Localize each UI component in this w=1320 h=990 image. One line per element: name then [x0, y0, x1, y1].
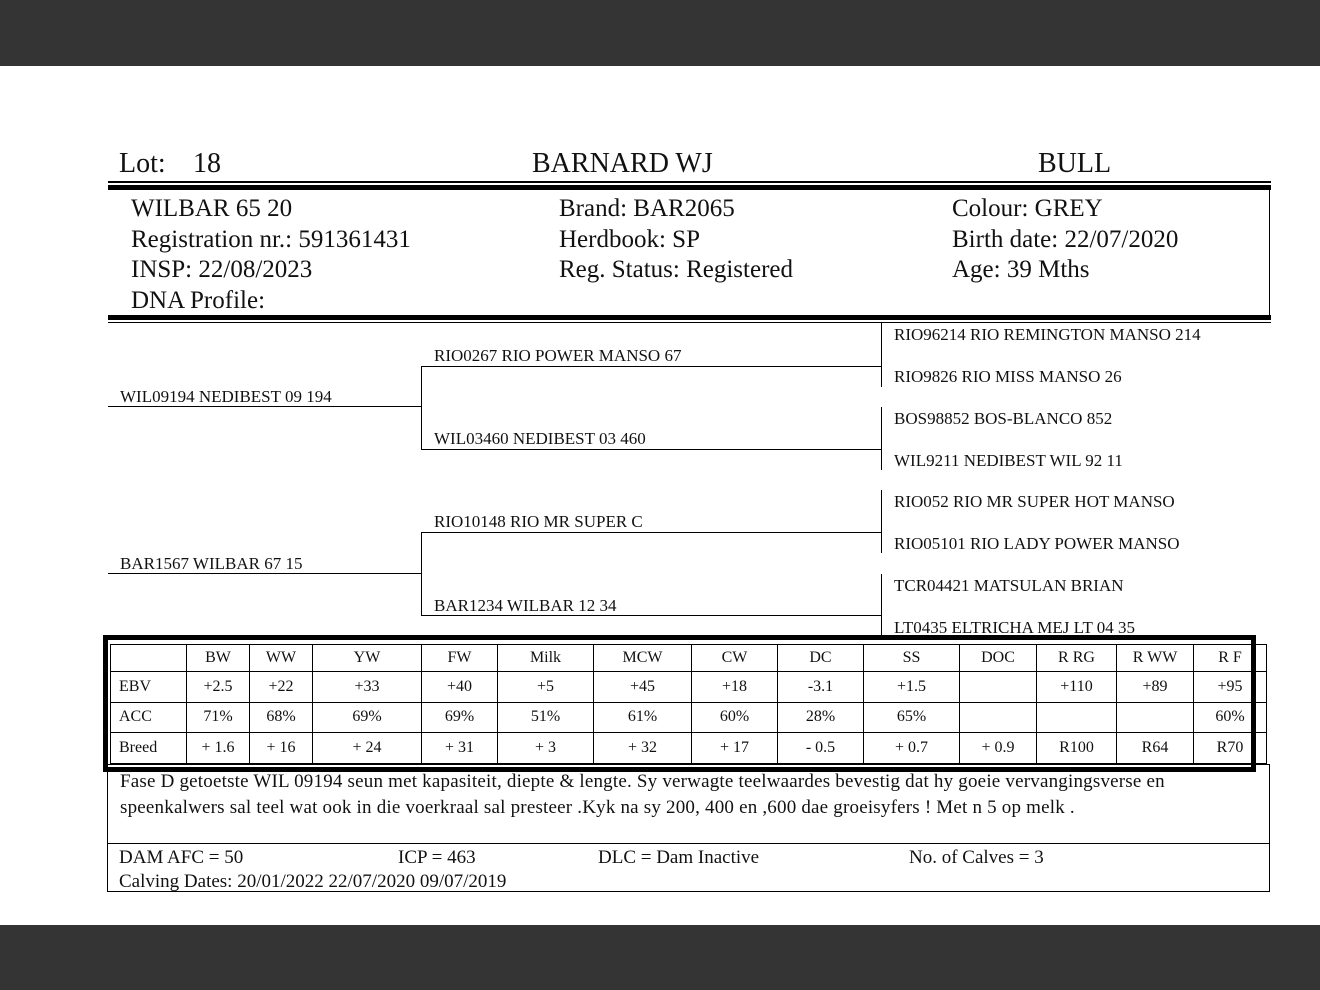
ebv-cell: -3.1 — [778, 672, 864, 703]
dam-dam-name: BAR1234 WILBAR 12 34 — [434, 596, 617, 615]
ebv-header-cell: WW — [250, 645, 313, 672]
comment-box — [107, 764, 1270, 892]
header-rule-thick — [108, 185, 1271, 190]
ebv-header-cell: DOC — [960, 645, 1037, 672]
ebv-cell: R64 — [1117, 733, 1194, 764]
sire-sire-line — [421, 366, 882, 367]
birth-date: Birth date: 22/07/2020 — [952, 226, 1179, 253]
table-row — [111, 702, 1267, 733]
dam-afc: DAM AFC = 50 — [119, 847, 244, 868]
ebv-cell: 60% — [692, 702, 778, 733]
ebv-cell: + 16 — [250, 733, 313, 764]
breeder-name: BARNARD WJ — [532, 148, 713, 179]
comment-text: Fase D getoetste WIL 09194 seun met kapasiteit, diepte & lengte. Sy verwagte teelwaardes bevestig dat hy goeie vervangingsverse en speenkalwers sal teel wat ook in die voerkraal sal presteer .Kyk na sy 200, 400 en ,600 dae groeisyfers ! Met n 5 op melk . — [120, 771, 1165, 818]
ebv-cell: 61% — [594, 702, 692, 733]
ebv-cell: R100 — [1037, 733, 1117, 764]
ebv-cell — [960, 672, 1037, 703]
ebv-cell: 51% — [498, 702, 594, 733]
ebv-cell: +2.5 — [187, 672, 250, 703]
header-rule-thin — [108, 181, 1271, 183]
ebv-header-cell: YW — [313, 645, 422, 672]
ebv-cell: + 0.7 — [864, 733, 960, 764]
gg-name-3: BOS98852 BOS-BLANCO 852 — [894, 409, 1113, 428]
ebv-cell: 69% — [422, 702, 498, 733]
gg-name-1: RIO96214 RIO REMINGTON MANSO 214 — [894, 325, 1201, 344]
ebv-header-cell: R F — [1194, 645, 1267, 672]
sire-name: WIL09194 NEDIBEST 09 194 — [120, 387, 332, 406]
table-row — [111, 733, 1267, 764]
gg-bracket-2 — [881, 407, 882, 470]
info-box-right-border — [1269, 190, 1270, 316]
ebv-cell: 69% — [313, 702, 422, 733]
inspection-date: INSP: 22/08/2023 — [131, 256, 313, 283]
dam-dam-line — [421, 615, 882, 616]
gg-name-2: RIO9826 RIO MISS MANSO 26 — [894, 367, 1122, 386]
lot-label: Lot: — [119, 148, 166, 179]
ebv-cell: R70 — [1194, 733, 1267, 764]
ebv-cell: +22 — [250, 672, 313, 703]
gg-bracket-4 — [881, 574, 882, 635]
ebv-cell: 71% — [187, 702, 250, 733]
dam-bracket — [421, 532, 422, 616]
gg-name-5: RIO052 RIO MR SUPER HOT MANSO — [894, 492, 1175, 511]
ebv-cell: + 24 — [313, 733, 422, 764]
gg-bracket-1 — [881, 323, 882, 387]
bottom-dark-band — [0, 925, 1320, 990]
ebv-cell: +18 — [692, 672, 778, 703]
ebv-header-cell: R WW — [1117, 645, 1194, 672]
sire-line — [108, 406, 421, 407]
ebv-cell: +95 — [1194, 672, 1267, 703]
ebv-cell: - 0.5 — [778, 733, 864, 764]
gg-bracket-3 — [881, 490, 882, 553]
calving-dates: Calving Dates: 20/01/2022 22/07/2020 09/07/2019 — [119, 871, 507, 892]
ebv-cell: + 0.9 — [960, 733, 1037, 764]
top-dark-band — [0, 0, 1320, 66]
herdbook: Herdbook: SP — [559, 226, 700, 253]
info-rule-thin — [108, 322, 1271, 323]
ebv-cell: + 17 — [692, 733, 778, 764]
gg-name-7: TCR04421 MATSULAN BRIAN — [894, 576, 1124, 595]
ebv-cell: 28% — [778, 702, 864, 733]
ebv-header-cell: CW — [692, 645, 778, 672]
number-of-calves: No. of Calves = 3 — [909, 847, 1044, 868]
lot-number: 18 — [193, 148, 221, 179]
registration-number: Registration nr.: 591361431 — [131, 226, 411, 253]
ebv-cell: +45 — [594, 672, 692, 703]
ebv-header-cell: FW — [422, 645, 498, 672]
dam-line — [108, 573, 421, 574]
ebv-header-cell: MCW — [594, 645, 692, 672]
colour: Colour: GREY — [952, 195, 1103, 222]
ebv-header-cell: DC — [778, 645, 864, 672]
ebv-cell: +5 — [498, 672, 594, 703]
ebv-header-cell: R RG — [1037, 645, 1117, 672]
dam-sire-line — [421, 532, 882, 533]
ebv-cell: +40 — [422, 672, 498, 703]
comment-separator — [108, 843, 1269, 844]
ebv-header-cell: BW — [187, 645, 250, 672]
ebv-cell: + 31 — [422, 733, 498, 764]
dna-profile: DNA Profile: — [131, 287, 266, 314]
ebv-row-label: Breed — [111, 733, 187, 764]
info-rule-thick — [108, 315, 1271, 320]
ebv-cell: +33 — [313, 672, 422, 703]
table-row — [111, 672, 1267, 703]
gg-name-8: LT0435 ELTRICHA MEJ LT 04 35 — [894, 618, 1136, 637]
sire-sire-name: RIO0267 RIO POWER MANSO 67 — [434, 346, 682, 365]
registration-status: Reg. Status: Registered — [559, 256, 793, 283]
gg-name-4: WIL9211 NEDIBEST WIL 92 11 — [894, 451, 1123, 470]
age: Age: 39 Mths — [952, 256, 1090, 283]
brand: Brand: BAR2065 — [559, 195, 735, 222]
sire-bracket — [421, 366, 422, 450]
ebv-cell: +89 — [1117, 672, 1194, 703]
ebv-row-label: ACC — [111, 702, 187, 733]
dlc: DLC = Dam Inactive — [598, 847, 760, 868]
ebv-cell — [1117, 702, 1194, 733]
ebv-cell: + 32 — [594, 733, 692, 764]
ebv-cell: + 3 — [498, 733, 594, 764]
ebv-cell: +110 — [1037, 672, 1117, 703]
gg-name-6: RIO05101 RIO LADY POWER MANSO — [894, 534, 1180, 553]
ebv-cell — [960, 702, 1037, 733]
animal-sex: BULL — [1038, 148, 1112, 179]
ebv-cell: 60% — [1194, 702, 1267, 733]
ebv-cell: + 1.6 — [187, 733, 250, 764]
ebv-table — [110, 644, 1267, 764]
animal-name: WILBAR 65 20 — [131, 195, 293, 222]
ebv-header-row — [111, 645, 1267, 672]
ebv-cell: +1.5 — [864, 672, 960, 703]
ebv-cell: 68% — [250, 702, 313, 733]
dam-name: BAR1567 WILBAR 67 15 — [120, 554, 303, 573]
icp: ICP = 463 — [398, 847, 476, 868]
sire-dam-name: WIL03460 NEDIBEST 03 460 — [434, 429, 646, 448]
ebv-cell — [1037, 702, 1117, 733]
sire-dam-line — [421, 449, 882, 450]
ebv-header-cell — [111, 645, 187, 672]
dam-sire-name: RIO10148 RIO MR SUPER C — [434, 512, 643, 531]
ebv-header-cell: Milk — [498, 645, 594, 672]
ebv-cell: 65% — [864, 702, 960, 733]
ebv-row-label: EBV — [111, 672, 187, 703]
ebv-header-cell: SS — [864, 645, 960, 672]
